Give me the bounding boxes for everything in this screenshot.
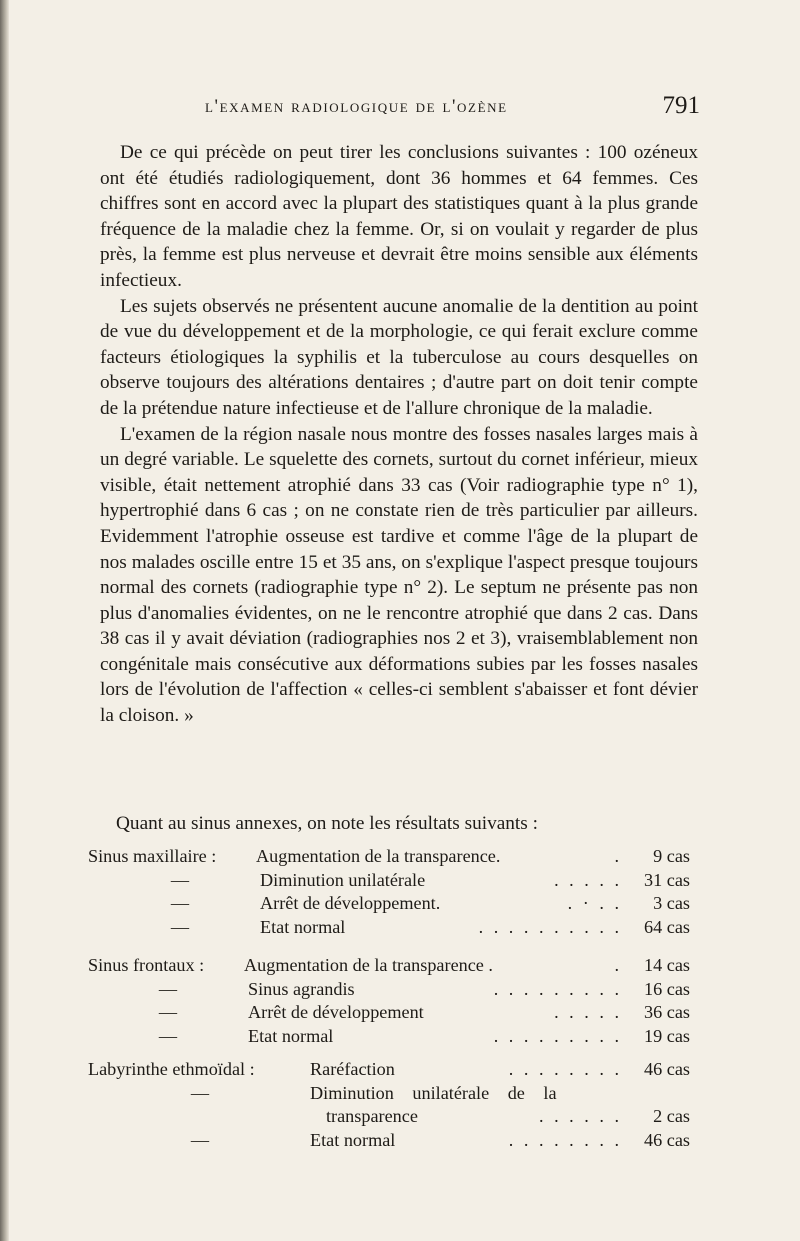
row-value: 16 cas <box>644 978 690 999</box>
table-row <box>88 1106 700 1130</box>
paragraph-conclusions: De ce qui précède on peut tirer les conclusions suivantes : 100 ozéneux ont été étudiés radiologiquement, dont 36 hommes et 64 femmes. Ces chiffres sont en accord avec la plupart des statistiques quant à la plus grande fréquence de la maladie chez la femme. Or, si on voulait y regarder de plus près, la femme est plus nerveuse et devrait être moins sensible aux éléments infectieux. <box>100 142 698 291</box>
body-text <box>100 140 698 729</box>
row-leader: . . . . . . . . . <box>493 978 622 999</box>
paragraph-nasal-region: L'examen de la région nasale nous montre des fosses nasales larges mais à un degré variable. Le squelette des cornets, surtout du cornet inférieur, mieux visible, était nettement atrophié dans 33 cas (Voir radiographie type n° 1), hypertrophié dans 6 cas ; on ne constate rien de très particulier par ailleurs. Evidemment l'atrophie osseuse est tardive et comme l'âge de la plupart de nos malades oscille entre 15 et 35 ans, on s'explique l'aspect presque toujours normal des cornets (radiographie type n° 2). Le septum ne présente pas non plus d'anomalies évidentes, on ne le rencontre atrophié que dans 2 cas. Dans 38 cas il y avait déviation (radiographies nos 2 et 3), vraisemblablement non congénitale mais consécutive aux déformations subies par les fosses nasales lors de l'évolution de l'affection « celles-ci semblent s'abaisser et font dévier la cloison. » <box>100 423 698 727</box>
row-value: 3 cas <box>653 893 690 913</box>
row-item: Augmentation de la transparence. <box>256 846 501 866</box>
sinus-intro: Quant au sinus annexes, on note les résultats suivants : <box>116 813 538 834</box>
row-value: 46 cas <box>644 1129 690 1150</box>
ditto-dash: — <box>170 869 190 890</box>
row-value: 46 cas <box>644 1059 690 1079</box>
table-row <box>88 1059 700 1083</box>
ditto-dash: — <box>190 1129 210 1150</box>
ditto-dash: — <box>170 893 190 913</box>
table-row <box>88 893 700 917</box>
row-leader: . . . . . <box>554 1002 622 1022</box>
row-item: Etat normal <box>310 1129 396 1150</box>
group-label: Sinus maxillaire : <box>88 846 217 866</box>
ditto-dash: — <box>190 1082 210 1103</box>
group-label: Sinus frontaux : <box>88 955 205 975</box>
row-item: Augmentation de la transparence . <box>244 955 493 975</box>
row-value: 9 cas <box>653 846 690 866</box>
row-item: Raréfaction <box>310 1059 395 1079</box>
row-leader: . · . . <box>567 893 622 913</box>
page-number: 791 <box>662 92 700 119</box>
table-row <box>88 1083 700 1107</box>
row-item: Diminution unilatérale de la <box>310 1082 557 1103</box>
ditto-dash: — <box>158 1002 178 1022</box>
row-value: 64 cas <box>644 916 690 937</box>
running-title: l'examen radiologique de l'ozène <box>205 96 508 117</box>
row-value: 2 cas <box>653 1106 690 1126</box>
group-label: Labyrinthe ethmoïdal : <box>88 1059 255 1079</box>
row-item: Sinus agrandis <box>248 978 355 999</box>
row-leader: . . . . . . . . . . <box>478 916 622 937</box>
row-value: 36 cas <box>644 1002 690 1022</box>
sinus-maxillaire-table <box>88 846 700 940</box>
row-item: Arrêt de développement. <box>260 893 441 913</box>
table-row <box>88 1002 700 1026</box>
table-row <box>88 955 700 979</box>
ditto-dash: — <box>158 1025 178 1046</box>
ditto-dash: — <box>170 916 190 937</box>
sinus-frontaux-table <box>88 955 700 1049</box>
row-leader: . . . . . . . . . <box>493 1025 622 1046</box>
row-item: Etat normal <box>248 1025 334 1046</box>
row-value: 14 cas <box>644 955 690 975</box>
table-row <box>88 1130 700 1154</box>
table-row <box>88 1026 700 1050</box>
row-leader: . . . . . . <box>538 1106 622 1126</box>
row-leader: . . . . . . . . <box>508 1129 622 1150</box>
table-row <box>88 917 700 941</box>
row-item: Diminution unilatérale <box>260 869 426 890</box>
labyrinthe-ethmoidal-table <box>88 1059 700 1153</box>
row-value: 19 cas <box>644 1025 690 1046</box>
table-row <box>88 979 700 1003</box>
row-item: Arrêt de développement <box>248 1002 424 1022</box>
row-value: 31 cas <box>644 869 690 890</box>
row-leader: . . . . . <box>554 869 622 890</box>
row-leader: . . . . . . . . <box>508 1059 622 1079</box>
paragraph-dentition: Les sujets observés ne présentent aucune anomalie de la dentition au point de vue du développement et de la morphologie, ce qui ferait exclure comme facteurs étiologiques la syphilis et la tuberculose au cours desquelles on observe toujours des altérations dentaires ; d'autre part on doit tenir compte de la prétendue nature infectieuse et de l'allure chronique de la maladie. <box>100 295 698 419</box>
row-leader: . <box>614 846 622 866</box>
row-leader: . <box>614 955 622 975</box>
page-header <box>205 92 700 126</box>
ditto-dash: — <box>158 978 178 999</box>
table-row <box>88 846 700 870</box>
row-item: Etat normal <box>260 916 346 937</box>
table-row <box>88 870 700 894</box>
row-item: transparence <box>326 1106 418 1126</box>
